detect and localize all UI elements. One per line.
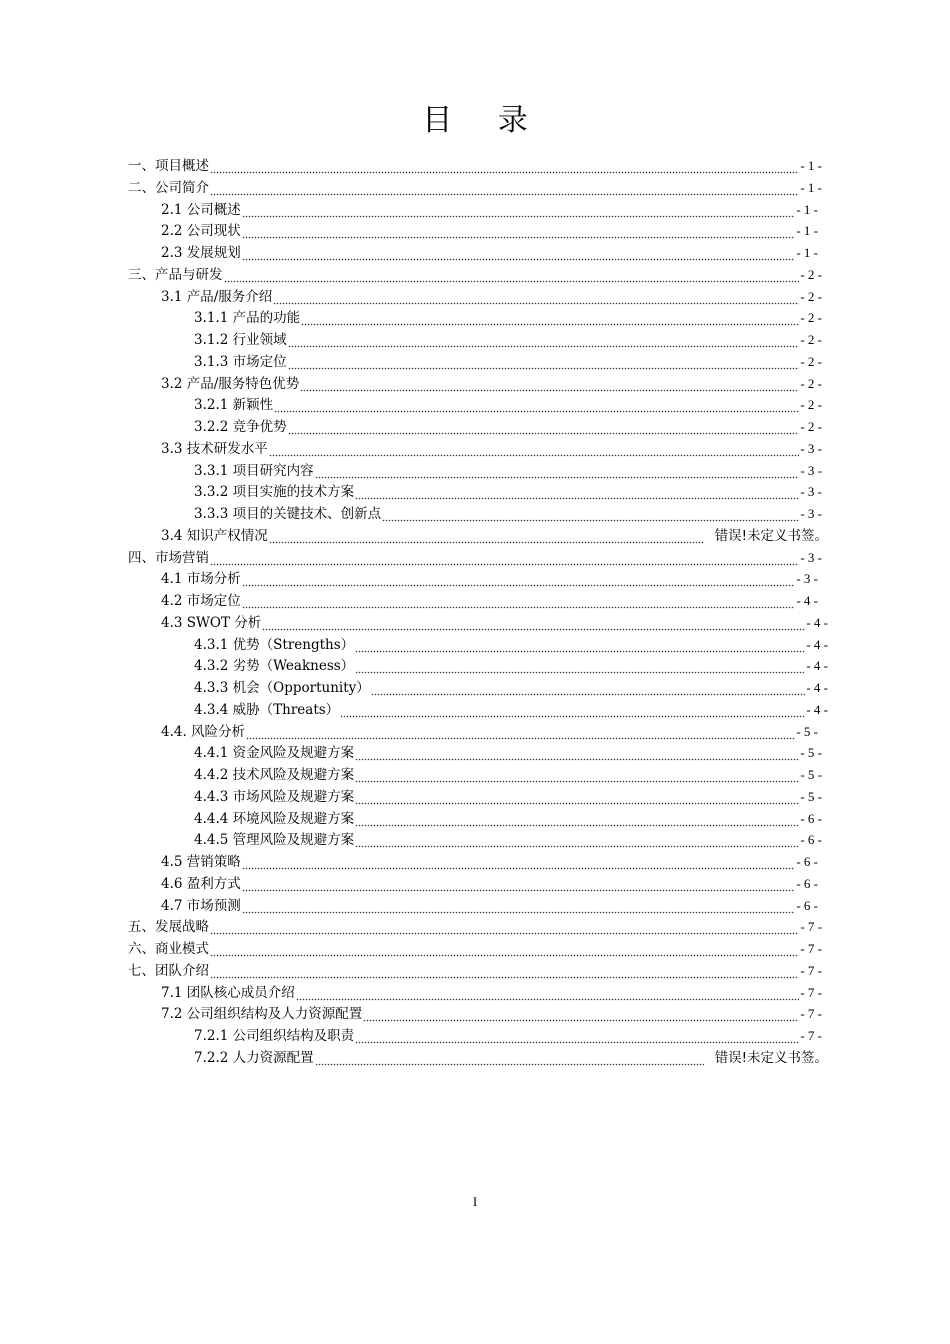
toc-entry[interactable]	[194, 765, 822, 785]
toc-entry[interactable]	[161, 374, 822, 394]
toc-entry[interactable]	[128, 265, 822, 285]
toc-entry-label: 4.2 市场定位	[161, 593, 241, 609]
toc-entry[interactable]	[161, 526, 828, 546]
toc-entry-label: 4.4.3 市场风险及规避方案	[194, 789, 355, 805]
toc-entry-label: 四、市场营销	[128, 550, 209, 566]
toc-entry-label: 2.3 发展规划	[161, 245, 241, 261]
toc-entry-label: 7.1 团队核心成员介绍	[161, 985, 295, 1001]
toc-entry[interactable]	[194, 504, 822, 524]
toc-leader-dots	[210, 961, 799, 981]
toc-entry[interactable]	[194, 352, 822, 372]
toc-entry-page: - 4 -	[806, 702, 828, 717]
toc-entry-label: 六、商业模式	[128, 941, 209, 957]
toc-entry-label: 3.2 产品/服务特色优势	[161, 376, 300, 392]
toc-leader-dots	[382, 504, 799, 524]
toc-leader-dots	[210, 156, 799, 176]
toc-entry[interactable]	[194, 700, 828, 720]
toc-entry-page: - 1 -	[796, 202, 818, 217]
toc-leader-dots	[355, 830, 799, 850]
toc-entry-page: - 5 -	[800, 767, 822, 782]
toc-leader-dots	[269, 439, 800, 459]
toc-entry[interactable]	[194, 635, 828, 655]
toc-entry-page: - 4 -	[796, 593, 818, 608]
toc-leader-dots	[363, 1004, 799, 1024]
toc-entry[interactable]	[161, 896, 818, 916]
page-number: I	[472, 1194, 478, 1209]
toc-entry-page: - 6 -	[800, 832, 822, 847]
toc-leader-dots	[242, 874, 796, 894]
toc-entry[interactable]	[194, 395, 822, 415]
toc-entry[interactable]	[194, 809, 822, 829]
toc-entry-page: - 5 -	[800, 789, 822, 804]
toc-entry-label: 4.6 盈利方式	[161, 876, 241, 892]
toc-entry-label: 五、发展战略	[128, 919, 209, 935]
toc-leader-dots	[210, 548, 799, 568]
toc-leader-dots	[210, 917, 799, 937]
toc-entry[interactable]	[194, 1026, 822, 1046]
toc-entry-label: 4.5 营销策略	[161, 854, 241, 870]
toc-entry-label: 4.1 市场分析	[161, 571, 241, 587]
toc-entry-page: - 4 -	[806, 615, 828, 630]
toc-entry-label: 4.4.4 环境风险及规避方案	[194, 811, 355, 827]
toc-entry-label: 4.3.1 优势（Strengths）	[194, 637, 355, 653]
toc-entry-page: - 7 -	[800, 1006, 822, 1021]
toc-entry[interactable]	[161, 200, 818, 220]
toc-entry[interactable]	[194, 678, 828, 698]
toc-entry-label: 3.2.2 竞争优势	[194, 419, 287, 435]
toc-entry[interactable]	[194, 787, 822, 807]
toc-entry-page: - 3 -	[800, 550, 822, 565]
toc-entry[interactable]	[194, 461, 822, 481]
toc-leader-dots	[355, 765, 799, 785]
toc-leader-dots	[296, 983, 800, 1003]
toc-entry[interactable]	[161, 1004, 822, 1024]
toc-entry-page: - 3 -	[796, 571, 818, 586]
toc-entry-label: 二、公司简介	[128, 180, 209, 196]
toc-entry-label: 七、团队介绍	[128, 963, 209, 979]
toc-entry-page: - 1 -	[796, 245, 818, 260]
toc-entry-label: 3.1.1 产品的功能	[194, 310, 301, 326]
toc-entry-label: 4.4.2 技术风险及规避方案	[194, 767, 355, 783]
toc-entry-label: 4.3 SWOT 分析	[161, 615, 262, 631]
toc-entry-page: - 2 -	[800, 419, 822, 434]
toc-entry-page: - 5 -	[800, 745, 822, 760]
toc-entry-page: - 2 -	[800, 354, 822, 369]
toc-entry[interactable]	[128, 156, 822, 176]
toc-entry[interactable]	[161, 591, 818, 611]
toc-entry-label: 4.3.4 威胁（Threats）	[194, 702, 340, 718]
toc-entry-page: 错误!未定义书签。	[714, 528, 828, 544]
toc-leader-dots	[269, 526, 704, 546]
toc-entry[interactable]	[161, 569, 818, 589]
toc-entry[interactable]	[161, 983, 822, 1003]
toc-leader-dots	[288, 417, 800, 437]
toc-leader-dots	[355, 1026, 799, 1046]
toc-entry-page: - 2 -	[800, 332, 822, 347]
toc-entry-page: - 3 -	[800, 506, 822, 521]
toc-entry-label: 3.1.3 市场定位	[194, 354, 287, 370]
toc-entry-page: - 2 -	[800, 289, 822, 304]
toc-entry[interactable]	[161, 243, 818, 263]
toc-entry[interactable]	[128, 178, 822, 198]
toc-entry-page: - 7 -	[800, 963, 822, 978]
toc-entry-page: - 3 -	[800, 484, 822, 499]
toc-entry-label: 3.3.2 项目实施的技术方案	[194, 484, 355, 500]
toc-entry-label: 4.3.3 机会（Opportunity）	[194, 680, 370, 696]
toc-entry[interactable]	[161, 722, 818, 742]
toc-entry[interactable]	[194, 482, 822, 502]
toc-leader-dots	[315, 1048, 704, 1068]
toc-leader-dots	[242, 243, 796, 263]
toc-entry[interactable]	[194, 308, 822, 328]
toc-entry[interactable]	[161, 852, 818, 872]
toc-entry-label: 3.1 产品/服务介绍	[161, 289, 273, 305]
toc-entry-label: 4.4.5 管理风险及规避方案	[194, 832, 355, 848]
toc-leader-dots	[371, 678, 806, 698]
page-title: 目 录	[422, 103, 546, 138]
toc-entry-label: 一、项目概述	[128, 158, 209, 174]
toc-entry[interactable]	[161, 613, 828, 633]
toc-entry-page: - 7 -	[800, 985, 822, 1000]
toc-leader-dots	[355, 787, 799, 807]
toc-entry[interactable]	[128, 961, 822, 981]
toc-leader-dots	[288, 352, 800, 372]
toc-entry-label: 三、产品与研发	[128, 267, 223, 283]
toc-entry[interactable]	[194, 830, 822, 850]
toc-leader-dots	[246, 722, 795, 742]
toc-entry-label: 3.4 知识产权情况	[161, 528, 268, 544]
toc-entry-page: - 2 -	[800, 310, 822, 325]
toc-leader-dots	[210, 939, 799, 959]
toc-entry-page: 错误!未定义书签。	[714, 1050, 828, 1066]
toc-entry[interactable]	[128, 939, 822, 959]
toc-entry[interactable]	[194, 417, 822, 437]
toc-entry[interactable]	[161, 221, 818, 241]
toc-entry[interactable]	[194, 656, 828, 676]
toc-entry-label: 3.3 技术研发水平	[161, 441, 268, 457]
toc-entry-label: 3.3.1 项目研究内容	[194, 463, 314, 479]
toc-leader-dots	[355, 482, 799, 502]
toc-entry-page: - 2 -	[800, 397, 822, 412]
toc-entry-page: - 2 -	[800, 267, 822, 282]
toc-entry-page: - 5 -	[796, 724, 818, 739]
toc-entry-page: - 3 -	[800, 463, 822, 478]
toc-entry-page: - 7 -	[800, 1028, 822, 1043]
toc-entry-page: - 4 -	[806, 658, 828, 673]
toc-entry[interactable]	[161, 874, 818, 894]
toc-entry-label: 7.2.1 公司组织结构及职责	[194, 1028, 355, 1044]
toc-entry-page: - 6 -	[800, 811, 822, 826]
toc-leader-dots	[273, 287, 799, 307]
toc-leader-dots	[242, 569, 796, 589]
toc-leader-dots	[274, 395, 799, 415]
toc-entry[interactable]	[128, 917, 822, 937]
toc-leader-dots	[224, 265, 800, 285]
toc-leader-dots	[355, 809, 799, 829]
toc-entry-page: - 3 -	[800, 441, 822, 456]
toc-entry-page: - 4 -	[806, 637, 828, 652]
toc-leader-dots	[315, 461, 800, 481]
toc-leader-dots	[355, 635, 805, 655]
toc-entry[interactable]	[161, 287, 822, 307]
toc-leader-dots	[210, 178, 799, 198]
toc-entry[interactable]	[128, 548, 822, 568]
toc-entry-label: 7.2.2 人力资源配置	[194, 1050, 314, 1066]
toc-entry-page: - 6 -	[796, 876, 818, 891]
toc-entry-label: 2.1 公司概述	[161, 202, 241, 218]
toc-entry-label: 3.2.1 新颖性	[194, 397, 274, 413]
toc-entry-page: - 4 -	[806, 680, 828, 695]
toc-leader-dots	[242, 200, 796, 220]
toc-entry-label: 7.2 公司组织结构及人力资源配置	[161, 1006, 363, 1022]
toc-entry-page: - 7 -	[800, 941, 822, 956]
toc-leader-dots	[355, 743, 799, 763]
toc-entry-label: 4.4.1 资金风险及规避方案	[194, 745, 355, 761]
toc-entry-label: 4.4. 风险分析	[161, 724, 246, 740]
toc-entry-page: - 1 -	[796, 223, 818, 238]
toc-entry-label: 3.1.2 行业领域	[194, 332, 287, 348]
toc-leader-dots	[242, 852, 796, 872]
toc-leader-dots	[340, 700, 805, 720]
toc-entry-page: - 1 -	[800, 158, 822, 173]
toc-entry-page: - 2 -	[800, 376, 822, 391]
toc-entry[interactable]	[194, 1048, 828, 1068]
toc-leader-dots	[262, 613, 805, 633]
toc-leader-dots	[300, 374, 799, 394]
toc-leader-dots	[288, 330, 800, 350]
toc-entry-label: 3.3.3 项目的关键技术、创新点	[194, 506, 382, 522]
toc-entry[interactable]	[161, 439, 822, 459]
toc-entry-label: 4.7 市场预测	[161, 898, 241, 914]
toc-leader-dots	[301, 308, 799, 328]
toc-entry[interactable]	[194, 330, 822, 350]
toc-leader-dots	[242, 896, 796, 916]
toc-entry-label: 4.3.2 劣势（Weakness）	[194, 658, 355, 674]
toc-leader-dots	[242, 591, 796, 611]
toc-entry-page: - 7 -	[800, 919, 822, 934]
toc-entry-label: 2.2 公司现状	[161, 223, 241, 239]
toc-leader-dots	[355, 656, 805, 676]
toc-entry-page: - 6 -	[796, 898, 818, 913]
toc-entry[interactable]	[194, 743, 822, 763]
toc-entry-page: - 1 -	[800, 180, 822, 195]
toc-entry-page: - 6 -	[796, 854, 818, 869]
toc-leader-dots	[242, 221, 796, 241]
